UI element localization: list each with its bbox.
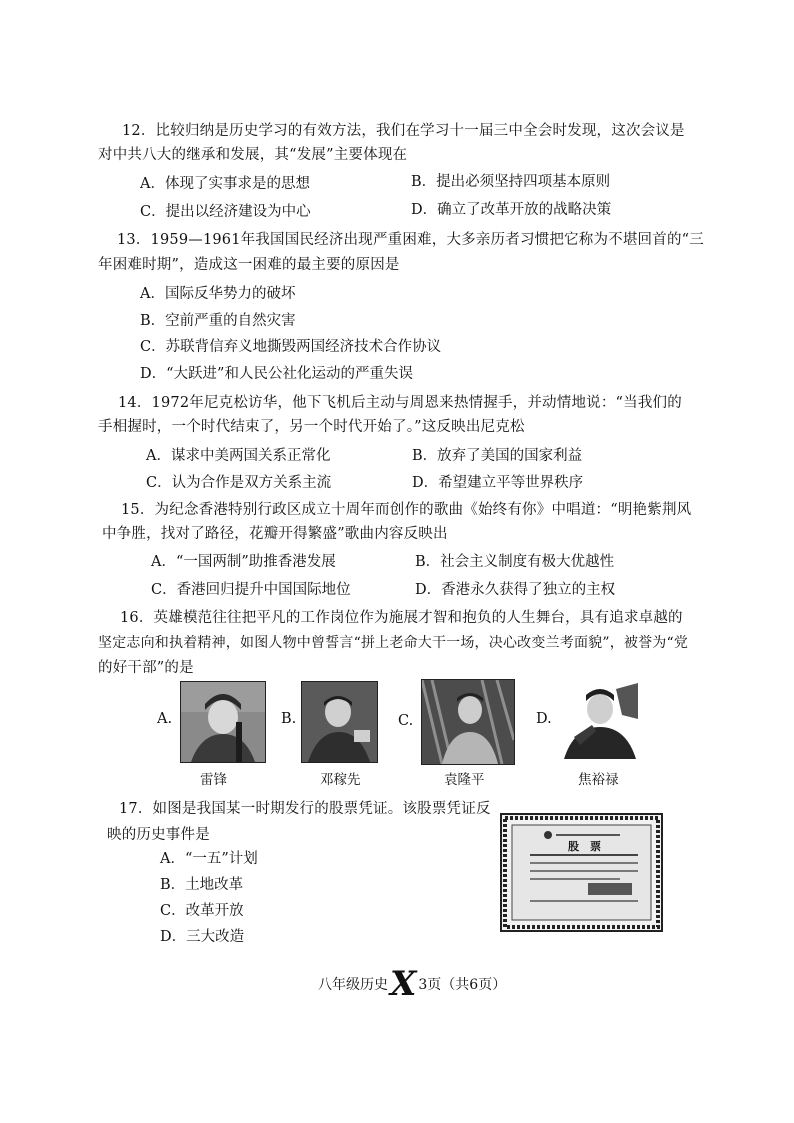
- q12-option-c: C．提出以经济建设为中心: [140, 204, 311, 220]
- footer-x-mark: X: [390, 964, 417, 1004]
- q14-option-b: B．放弃了美国的国家利益: [412, 448, 583, 464]
- q17-option-a: A．“一五”计划: [160, 851, 258, 867]
- q14-stem-line1: 14．1972年尼克松访华，他下飞机后主动与周恩来热情握手，并动情地说：“当我们的: [118, 395, 682, 411]
- q16-caption-c: 袁隆平: [444, 772, 485, 788]
- q17-option-d: D．三大改造: [160, 929, 245, 945]
- photo-jiao-yulu: [556, 679, 640, 759]
- q12-option-d: D．确立了改革开放的战略决策: [411, 202, 612, 218]
- stock-certificate-image: [500, 813, 663, 932]
- photo-yuan-longping: [421, 679, 515, 765]
- q16-stem-line2: 坚定志向和执着精神，如图人物中曾誓言“拼上老命大干一场，决心改变兰考面貌”，被誉为“党: [98, 635, 689, 651]
- q15-stem-line2: 中争胜，找对了路径，花瓣开得繁盛”歌曲内容反映出: [102, 526, 448, 542]
- footer-subject: 八年级历史: [318, 977, 388, 993]
- q17-option-c: C．改革开放: [160, 903, 244, 919]
- page-footer: [318, 964, 507, 1004]
- q13-option-c: C．苏联背信弃义地撕毁两国经济技术合作协议: [140, 339, 442, 355]
- q12-option-b: B．提出必须坚持四项基本原则: [411, 174, 611, 190]
- q15-option-b: B．社会主义制度有极大优越性: [415, 554, 615, 570]
- q13-option-a: A．国际反华势力的破坏: [140, 286, 296, 302]
- q15-option-a: A．“一国两制”助推香港发展: [151, 554, 336, 570]
- q16-caption-b: 邓稼先: [320, 772, 361, 788]
- q12-stem-line2: 对中共八大的继承和发展，其“发展”主要体现在: [98, 147, 408, 163]
- q16-stem-line1: 16．英雄模范往往把平凡的工作岗位作为施展才智和抱负的人生舞台，具有追求卓越的: [120, 610, 683, 626]
- q15-stem-line1: 15．为纪念香港特别行政区成立十周年而创作的歌曲《始终有你》中唱道：“明艳紫荆风: [121, 502, 692, 518]
- q14-option-a: A．谋求中美两国关系正常化: [146, 448, 331, 464]
- q16-caption-d: 焦裕禄: [578, 772, 619, 788]
- photo-deng-jiaxian: [301, 681, 378, 763]
- q16-letter-c: C.: [398, 713, 414, 729]
- stock-title: 股 票: [568, 840, 601, 853]
- q17-option-b: B．土地改革: [160, 877, 244, 893]
- q17-stem-line1: 17．如图是我国某一时期发行的股票凭证。该股票凭证反: [119, 801, 491, 817]
- q17-stem-line2: 映的历史事件是: [107, 827, 210, 843]
- q14-option-c: C．认为合作是双方关系主流: [146, 475, 332, 491]
- q14-option-d: D．希望建立平等世界秩序: [412, 475, 584, 491]
- q13-option-b: B．空前严重的自然灾害: [140, 313, 296, 329]
- photo-lei-feng: [180, 681, 266, 763]
- q16-letter-a: A.: [157, 711, 173, 727]
- q16-letter-b: B.: [281, 711, 297, 727]
- q14-stem-line2: 手相握时，一个时代结束了，另一个时代开始了。”这反映出尼克松: [98, 419, 525, 435]
- q13-stem-line1: 13．1959—1961年我国国民经济出现严重困难，大多亲历者习惯把它称为不堪回首的“三: [117, 232, 704, 248]
- q15-option-d: D．香港永久获得了独立的主权: [415, 582, 616, 598]
- q16-letter-d: D.: [536, 711, 552, 727]
- q12-option-a: A．体现了实事求是的思想: [140, 176, 310, 192]
- q16-stem-line3: 的好干部”的是: [98, 660, 194, 676]
- footer-page-number: 3页（共6页）: [418, 977, 507, 993]
- q13-stem-line2: 年困难时期”，造成这一困难的最主要的原因是: [98, 257, 400, 273]
- q12-stem-line1: 12．比较归纳是历史学习的有效方法，我们在学习十一届三中全会时发现，这次会议是: [122, 123, 685, 139]
- q15-option-c: C．香港回归提升中国国际地位: [151, 582, 351, 598]
- q13-option-d: D．“大跃进”和人民公社化运动的严重失误: [140, 366, 413, 382]
- q16-caption-a: 雷锋: [200, 772, 227, 788]
